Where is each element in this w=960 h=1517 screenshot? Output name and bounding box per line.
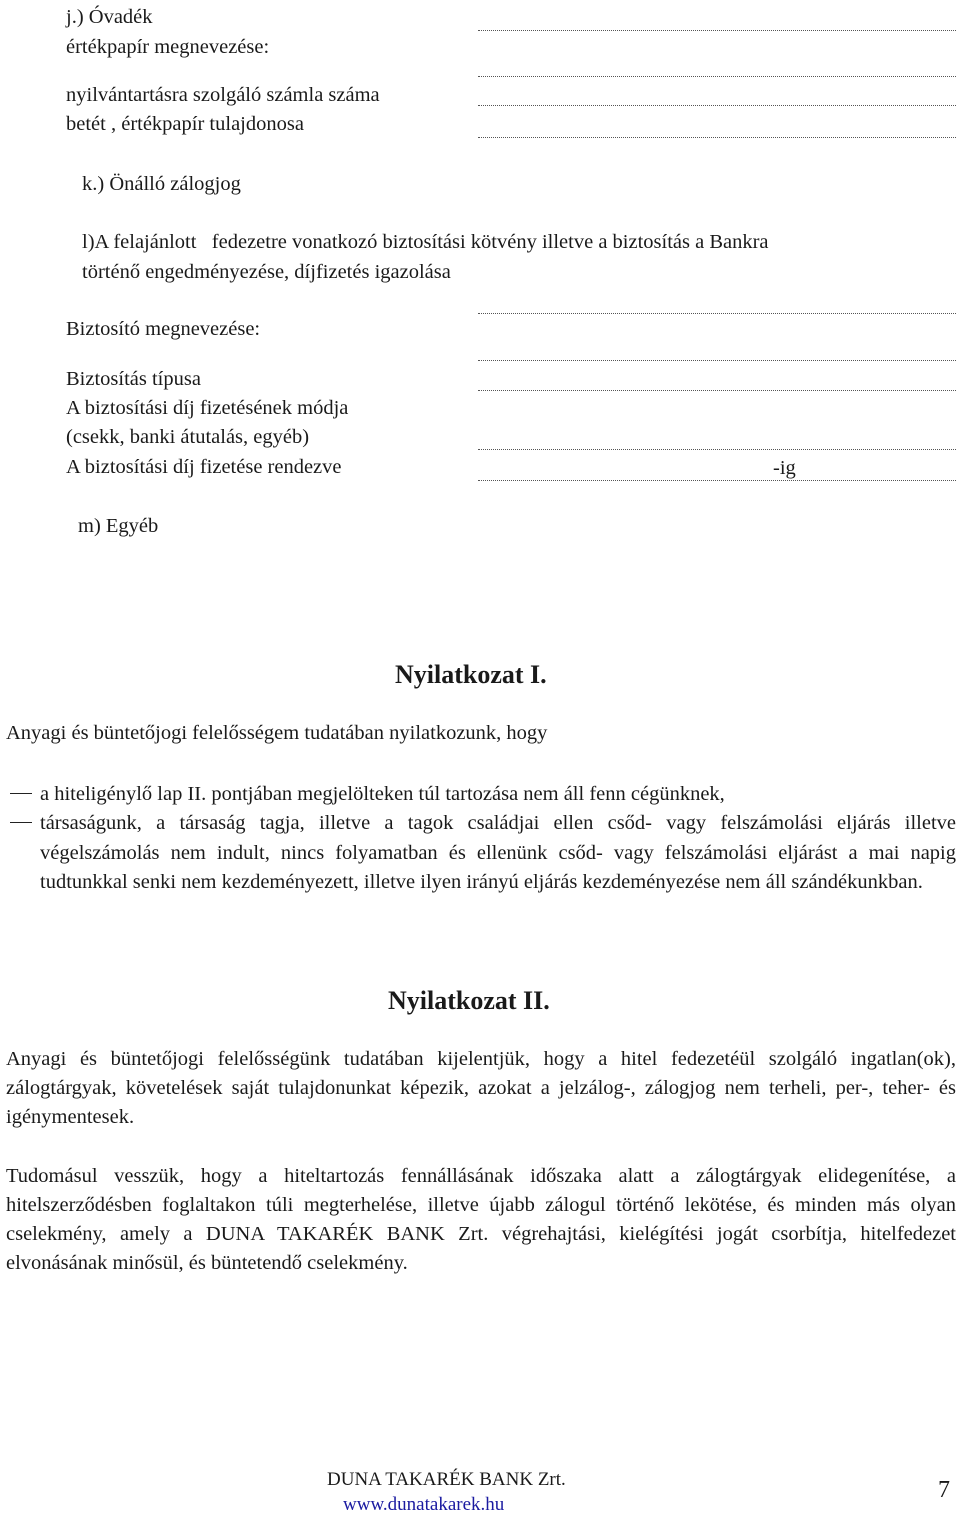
section-k-label: k.) Önálló zálogjog <box>82 173 241 195</box>
paid-until-field[interactable] <box>478 480 956 481</box>
payment-method-hint: (csekk, banki átutalás, egyéb) <box>66 426 310 448</box>
payment-method-field[interactable] <box>478 390 956 391</box>
security-name-label: értékpapír megnevezése: <box>66 36 270 58</box>
section-l-line-2: történő engedményezése, díjfizetés igazolása <box>82 261 451 283</box>
declaration-2-paragraph-2: Tudomásul vesszük, hogy a hiteltartozás fennállásának időszaka alatt a zálogtárgyak elidegenítése, a hitelszerződésben foglaltakon túli megterhelése, illetve újabb zálogul történő lekötése, és minden más olyan cselekmény, amely a DUNA TAKARÉK BANK Zrt. végrehajtási, kielégítési jogát csorbítja, hitelfedezet elvonásának minősül, és büntetendő cselekmény. <box>6 1165 956 1274</box>
paid-until-suffix: -ig <box>773 457 796 479</box>
footer-website-link[interactable]: www.dunatakarek.hu <box>343 1494 505 1515</box>
security-name-field-2[interactable] <box>478 76 956 77</box>
payment-method-field-2[interactable] <box>478 449 956 450</box>
declaration-1-intro: Anyagi és büntetőjogi felelősségem tudatában nyilatkozunk, hogy <box>6 722 548 744</box>
section-m-label: m) Egyéb <box>78 515 159 537</box>
paid-until-label: A biztosítási díj fizetése rendezve <box>66 456 342 478</box>
insurer-label: Biztosító megnevezése: <box>66 318 261 340</box>
account-number-label: nyilvántartásra szolgáló számla száma <box>66 84 380 106</box>
declaration-2-title: Nyilatkozat II. <box>388 986 550 1015</box>
declaration-1-item-2: társaságunk, a társaság tagja, illetve a tagok családjai ellen csőd- vagy felszámolási eljárás illetve végelszámolás nem indult, nincs folyamatban és ellenünk csőd- vagy felszámolási eljárást a mai napig tudtunkkal senki nem kezdeményezett, illetve ilyen irányú eljárás kezdeményezése nem áll szándékunkban. <box>40 812 956 893</box>
bullet-dash <box>10 793 32 794</box>
bullet-dash <box>10 822 32 823</box>
section-l-line-1: l)A felajánlott fedezetre vonatkozó biztosítási kötvény illetve a biztosítás a Bankra <box>82 231 769 253</box>
declaration-2-paragraph-1: Anyagi és büntetőjogi felelősségünk tudatában kijelentjük, hogy a hitel fedezetéül szolgáló ingatlan(ok), zálogtárgyak, követelések saját tulajdonunkat képezik, azokat a jelzálog-, zálogjog nem terheli, per-, teher- és igénymentesek. <box>6 1048 956 1128</box>
deposit-owner-label: betét , értékpapír tulajdonosa <box>66 113 304 135</box>
footer-company: DUNA TAKARÉK BANK Zrt. <box>327 1469 566 1490</box>
payment-method-label: A biztosítási díj fizetésének módja <box>66 397 349 419</box>
deposit-owner-field[interactable] <box>478 137 956 138</box>
insurer-field[interactable] <box>478 313 956 314</box>
insurance-type-field[interactable] <box>478 360 956 361</box>
section-j-label: j.) Óvadék <box>66 6 153 28</box>
declaration-1-item-1: a hiteligénylő lap II. pontjában megjelölteken túl tartozása nem áll fenn cégünknek, <box>40 783 725 805</box>
declaration-1-title: Nyilatkozat I. <box>395 660 547 689</box>
insurance-type-label: Biztosítás típusa <box>66 368 201 390</box>
page-number: 7 <box>938 1477 950 1503</box>
security-name-field[interactable] <box>478 30 956 31</box>
account-number-field[interactable] <box>478 105 956 106</box>
